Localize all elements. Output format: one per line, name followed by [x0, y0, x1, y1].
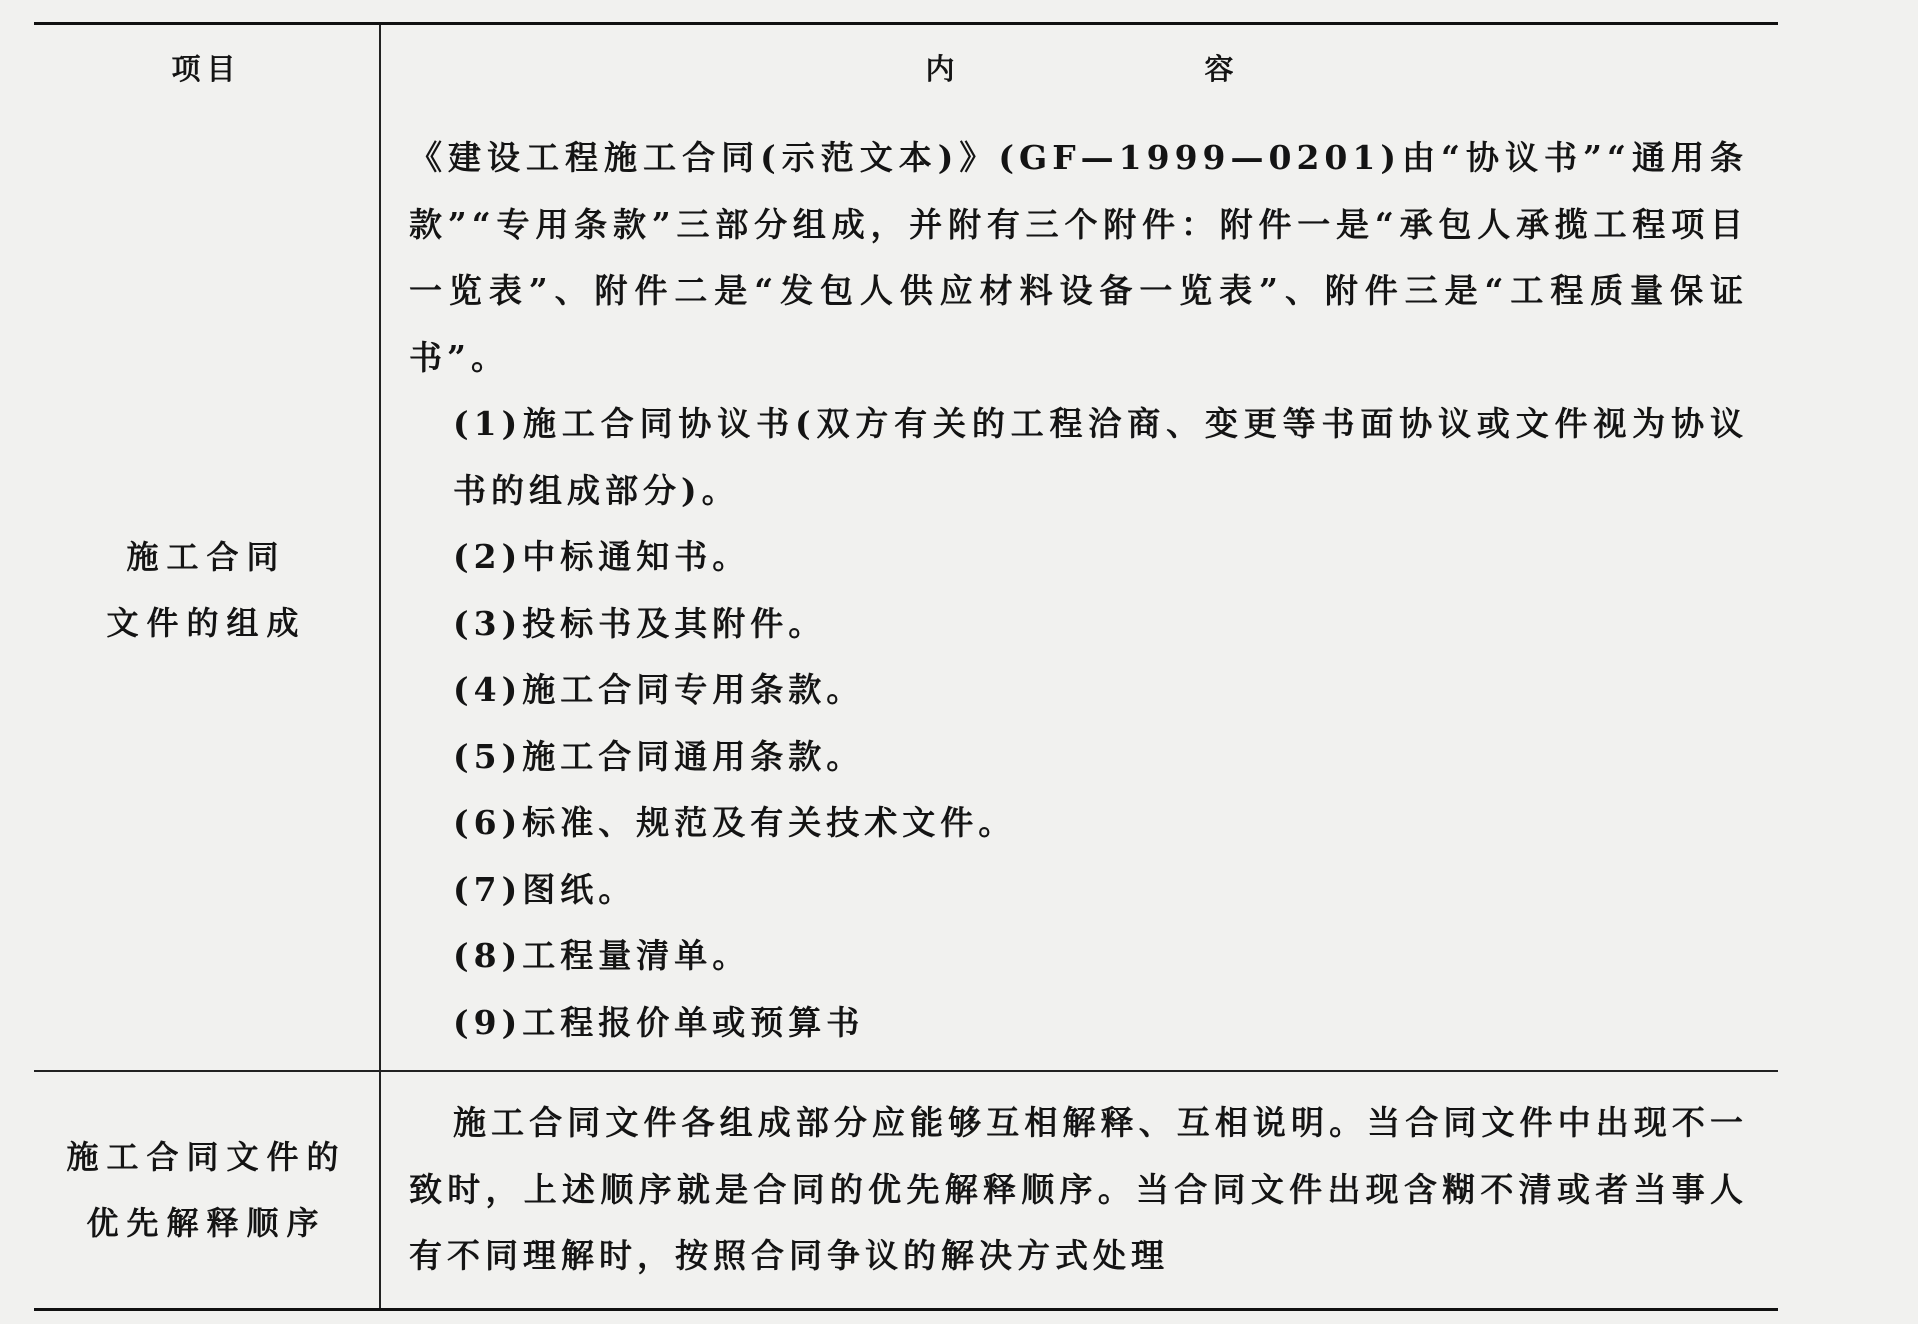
row-content: [380, 1071, 1778, 1309]
list-item: (7)图纸。: [453, 869, 637, 909]
list-item: (3)投标书及其附件。: [453, 603, 827, 643]
row-item-label: [34, 1071, 380, 1309]
header-content: 内 容: [925, 51, 1354, 86]
list-item: (5)施工合同通用条款。: [453, 736, 865, 776]
intro-paragraph: 《建设工程施工合同(示范文本)》(GF—1999—0201)由“协议书”“通用条款”“专用条款”三部分组成，并附有三个附件：附件一是“承包人承揽工程项目一览表”、附件二是“发包人供应材料设备一览表”、附件三是“工程质量保证书”。: [409, 138, 1748, 377]
item-label-line: 文件的组成: [106, 603, 307, 642]
list-item: (4)施工合同专用条款。: [453, 670, 865, 709]
list-item: (2)中标通知书。: [453, 537, 751, 576]
document-order-list: [409, 391, 1748, 1056]
item-label-line: 优先解释顺序: [86, 1203, 327, 1242]
header-item: 项目: [34, 24, 380, 110]
contract-documents-table: [34, 22, 1778, 1311]
table-row: [34, 109, 1778, 1071]
interpretation-paragraph: 施工合同文件各组成部分应能够互相解释、互相说明。当合同文件中出现不一致时，上述顺序就是合同的优先解释顺序。当合同文件出现含糊不清或者当事人有不同理解时，按照合同争议的解决方式处理: [409, 1103, 1748, 1275]
item-label-line: 施工合同: [126, 537, 287, 576]
table-row: [34, 1071, 1778, 1309]
list-item: (9)工程报价单或预算书: [453, 1002, 865, 1042]
row-content: [380, 109, 1778, 1071]
list-item: (8)工程量清单。: [453, 936, 751, 975]
list-item: (6)标准、规范及有关技术文件。: [453, 803, 1017, 842]
item-label-line: 施工合同文件的: [66, 1137, 347, 1176]
table-header-row: [34, 24, 1778, 110]
list-item: (1)施工合同协议书(双方有关的工程洽商、变更等书面协议或文件视为协议书的组成部分)。: [453, 404, 1748, 510]
row-item-label: [34, 109, 380, 1071]
